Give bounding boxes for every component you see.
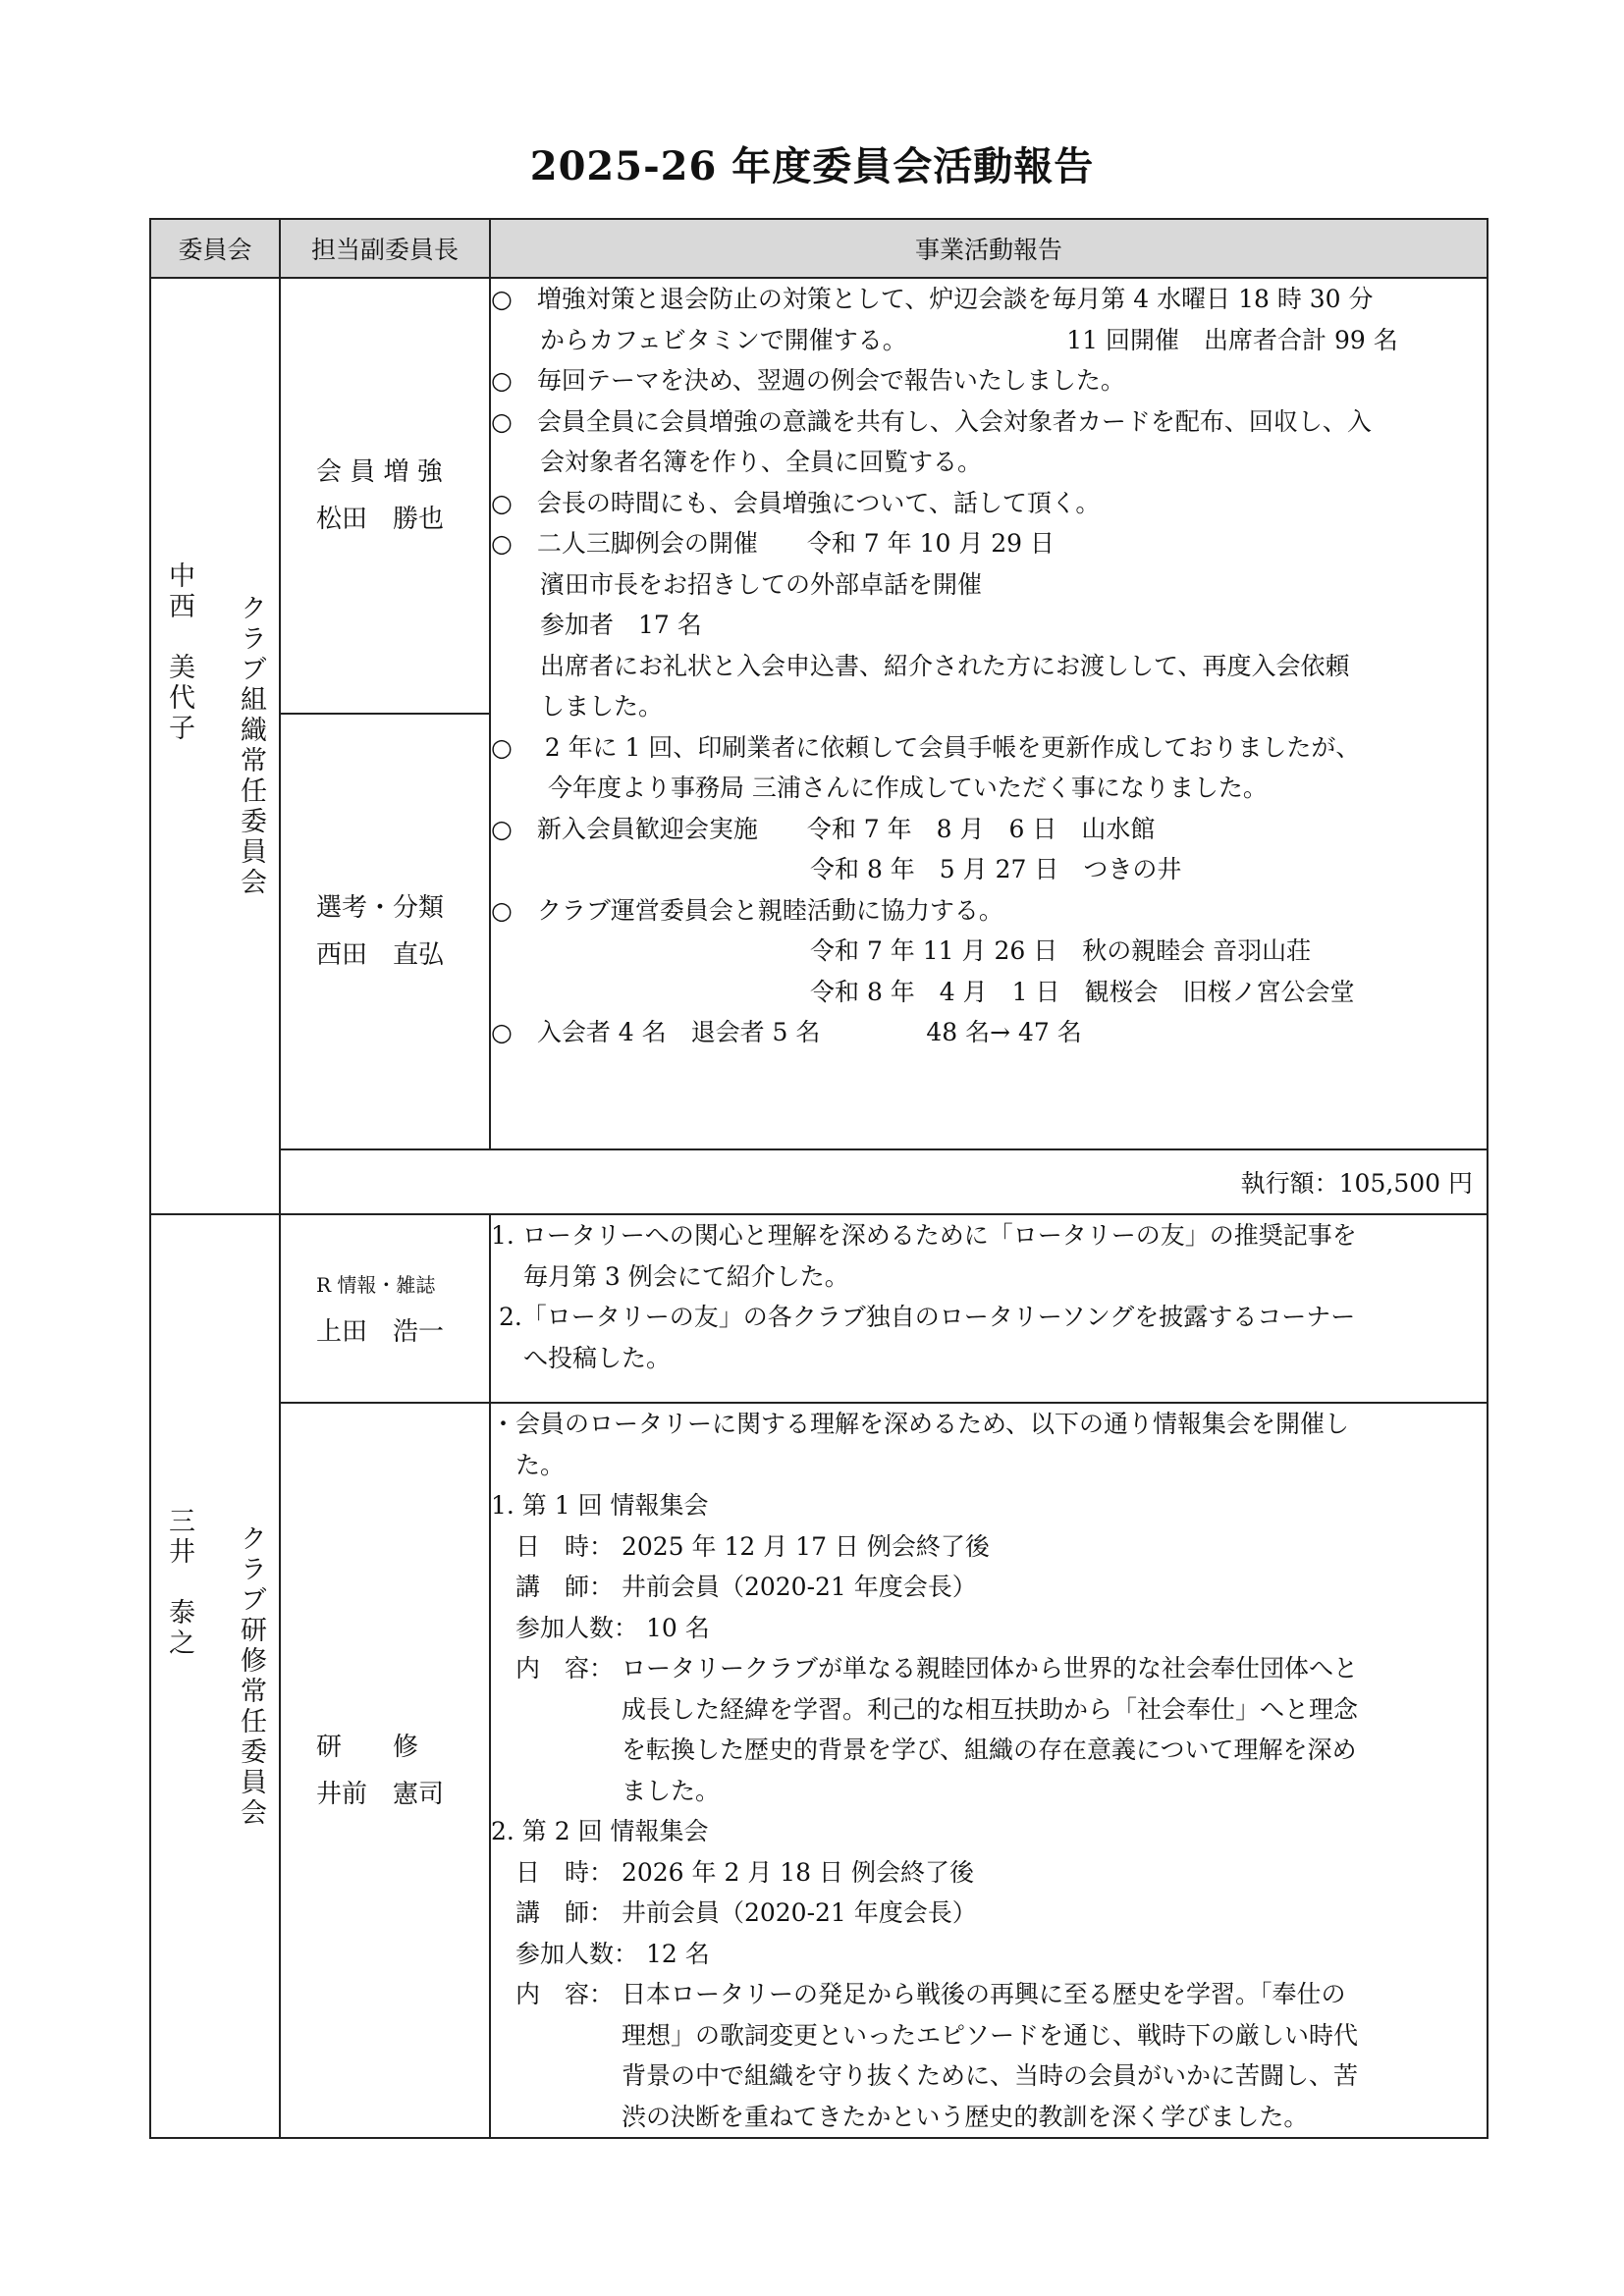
activity-line: 会対象者名簿を作り、全員に回覧する。 (491, 448, 983, 476)
activity-line: へ投稿した。 (491, 1343, 671, 1372)
role-person: 上田 浩一 (316, 1317, 445, 1347)
activity-line: 令和 8 年 5 月 27 日 つきの井 (491, 855, 1182, 883)
activity-line: 講 師： 井前会員（2020-21 年度会長） (491, 1898, 977, 1927)
role-title: 会 員 増 強 (316, 457, 443, 487)
activity-line: 背景の中で組織を守り抜くために、当時の会員がいかに苦闘し、苦 (491, 2061, 1358, 2090)
activity-line: 参加者 17 名 (491, 611, 702, 639)
activity-line: 参加人数： 12 名 (491, 1939, 710, 1968)
activity-cell (490, 278, 1488, 1149)
role-block (281, 713, 489, 1148)
role-title: 選考・分類 (316, 893, 445, 923)
committee-name: クラブ研修常任委員会 (236, 1523, 266, 1829)
role-title: 研 修 (316, 1732, 419, 1762)
activity-line: ○ 会長の時間にも、会員増強について、話して頂く。 (491, 488, 1101, 517)
header-row (150, 219, 1488, 278)
role-person: 西田 直弘 (316, 940, 445, 970)
vice-chair-cell (280, 1214, 490, 1403)
activity-line: からカフェビタミンで開催する。 11 回開催 出席者合計 99 名 (491, 325, 1398, 354)
activity-line: 理想」の歌詞変更といったエピソードを通じ、戦時下の厳しい時代 (491, 2020, 1358, 2050)
activity-cell (490, 1214, 1488, 1403)
activity-line: ○ 会員全員に会員増強の意識を共有し、入会対象者カードを配布、回収し、入 (491, 406, 1372, 436)
activity-line: ○ クラブ運営委員会と親睦活動に協力する。 (491, 895, 1003, 925)
activity-line: 1. ロータリーへの関心と理解を深めるために「ロータリーの友」の推奨記事を (491, 1221, 1357, 1250)
activity-line: ○ 毎回テーマを決め、翌週の例会で報告いたしました。 (491, 366, 1125, 395)
activity-line: ○ 新入会員歓迎会実施 令和 7 年 8 月 6 日 山水館 (491, 814, 1156, 843)
activity-line: を転換した歴史的背景を学び、組織の存在意義について理解を深め (491, 1735, 1357, 1764)
committee-row (150, 278, 1488, 1149)
header-report: 事業活動報告 (490, 219, 1488, 278)
activity-line: 参加人数： 10 名 (491, 1613, 710, 1642)
activity-line: ○ 入会者 4 名 退会者 5 名 48 名→ 47 名 (491, 1018, 1082, 1046)
committee-cell (150, 278, 280, 1214)
activity-line: ・会員のロータリーに関する理解を深めるため、以下の通り情報集会を開催し (491, 1410, 1350, 1438)
role-block (281, 1261, 489, 1356)
activity-line: 講 師： 井前会員（2020-21 年度会長） (491, 1573, 977, 1601)
activity-line: 2. 第 2 回 情報集会 (491, 1817, 709, 1845)
activity-line: 成長した経緯を学習。利己的な相互扶助から「社会奉仕」へと理念 (491, 1694, 1358, 1724)
activity-line: 濱田市長をお招きしての外部卓話を開催 (491, 569, 983, 599)
execution-amount: 執行額：105,500 円 (280, 1149, 1488, 1214)
report-table (149, 218, 1489, 2139)
vice-chair-cell (280, 1403, 490, 2138)
activity-line: 今年度より事務局 三浦さんに作成していただく事になりました。 (491, 774, 1268, 802)
execution-row (150, 1149, 1488, 1214)
committee-chair: 三井 泰之 (164, 1507, 194, 1659)
activity-line: 2.「ロータリーの友」の各クラブ独自のロータリーソングを披露するコーナー (491, 1303, 1356, 1331)
activity-line: 渋の決断を重ねてきたかという歴史的教訓を深く学びました。 (491, 2102, 1309, 2131)
activity-line: 1. 第 1 回 情報集会 (491, 1491, 709, 1520)
role-block (281, 1724, 489, 1818)
activity-line: 令和 7 年 11 月 26 日 秋の親睦会 音羽山荘 (491, 936, 1312, 965)
header-vice-chair: 担当副委員長 (280, 219, 490, 278)
activity-line: ○ 増強対策と退会防止の対策として、炉辺会談を毎月第 4 水曜日 18 時 30 分 (491, 285, 1374, 313)
activity-line: 出席者にお礼状と入会申込書、紹介された方にお渡しして、再度入会依頼 (491, 651, 1350, 680)
page-title: 2025-26 年度委員会活動報告 (529, 143, 1095, 189)
activity-line: ○ 2 年に 1 回、印刷業者に依頼して会員手帳を更新作成しておりましたが、 (491, 732, 1361, 762)
vice-chair-cell (280, 278, 490, 1149)
committee-cell (150, 1214, 280, 2138)
role-person: 井前 憲司 (316, 1779, 445, 1809)
activity-line: 令和 8 年 4 月 1 日 観桜会 旧桜ノ宮公会堂 (491, 977, 1355, 1006)
activity-cell (490, 1403, 1488, 2138)
activity-line: 日 時： 2025 年 12 月 17 日 例会終了後 (491, 1531, 990, 1561)
committee-chair: 中西 美代子 (164, 561, 194, 744)
committee-row (150, 1214, 1488, 1403)
activity-line: た。 (491, 1450, 566, 1479)
activity-line: 毎月第 3 例会にて紹介した。 (491, 1261, 849, 1291)
committee-row-sub (150, 1403, 1488, 2138)
activity-line: ました。 (491, 1776, 720, 1805)
header-committee: 委員会 (150, 219, 280, 278)
role-person: 松田 勝也 (316, 505, 445, 534)
role-block (281, 279, 489, 713)
activity-line: ○ 二人三脚例会の開催 令和 7 年 10 月 29 日 (491, 529, 1056, 558)
activity-line: 日 時： 2026 年 2 月 18 日 例会終了後 (491, 1857, 974, 1887)
activity-line: 内 容： ロータリークラブが単なる親睦団体から世界的な社会奉仕団体へと (491, 1654, 1358, 1682)
activity-line: 内 容： 日本ロータリーの発足から戦後の再興に至る歴史を学習。「奉仕の (491, 1980, 1346, 2008)
committee-name: クラブ組織常任委員会 (236, 594, 266, 898)
activity-line: しました。 (491, 692, 664, 721)
role-title: R 情報・雑誌 (316, 1273, 436, 1297)
